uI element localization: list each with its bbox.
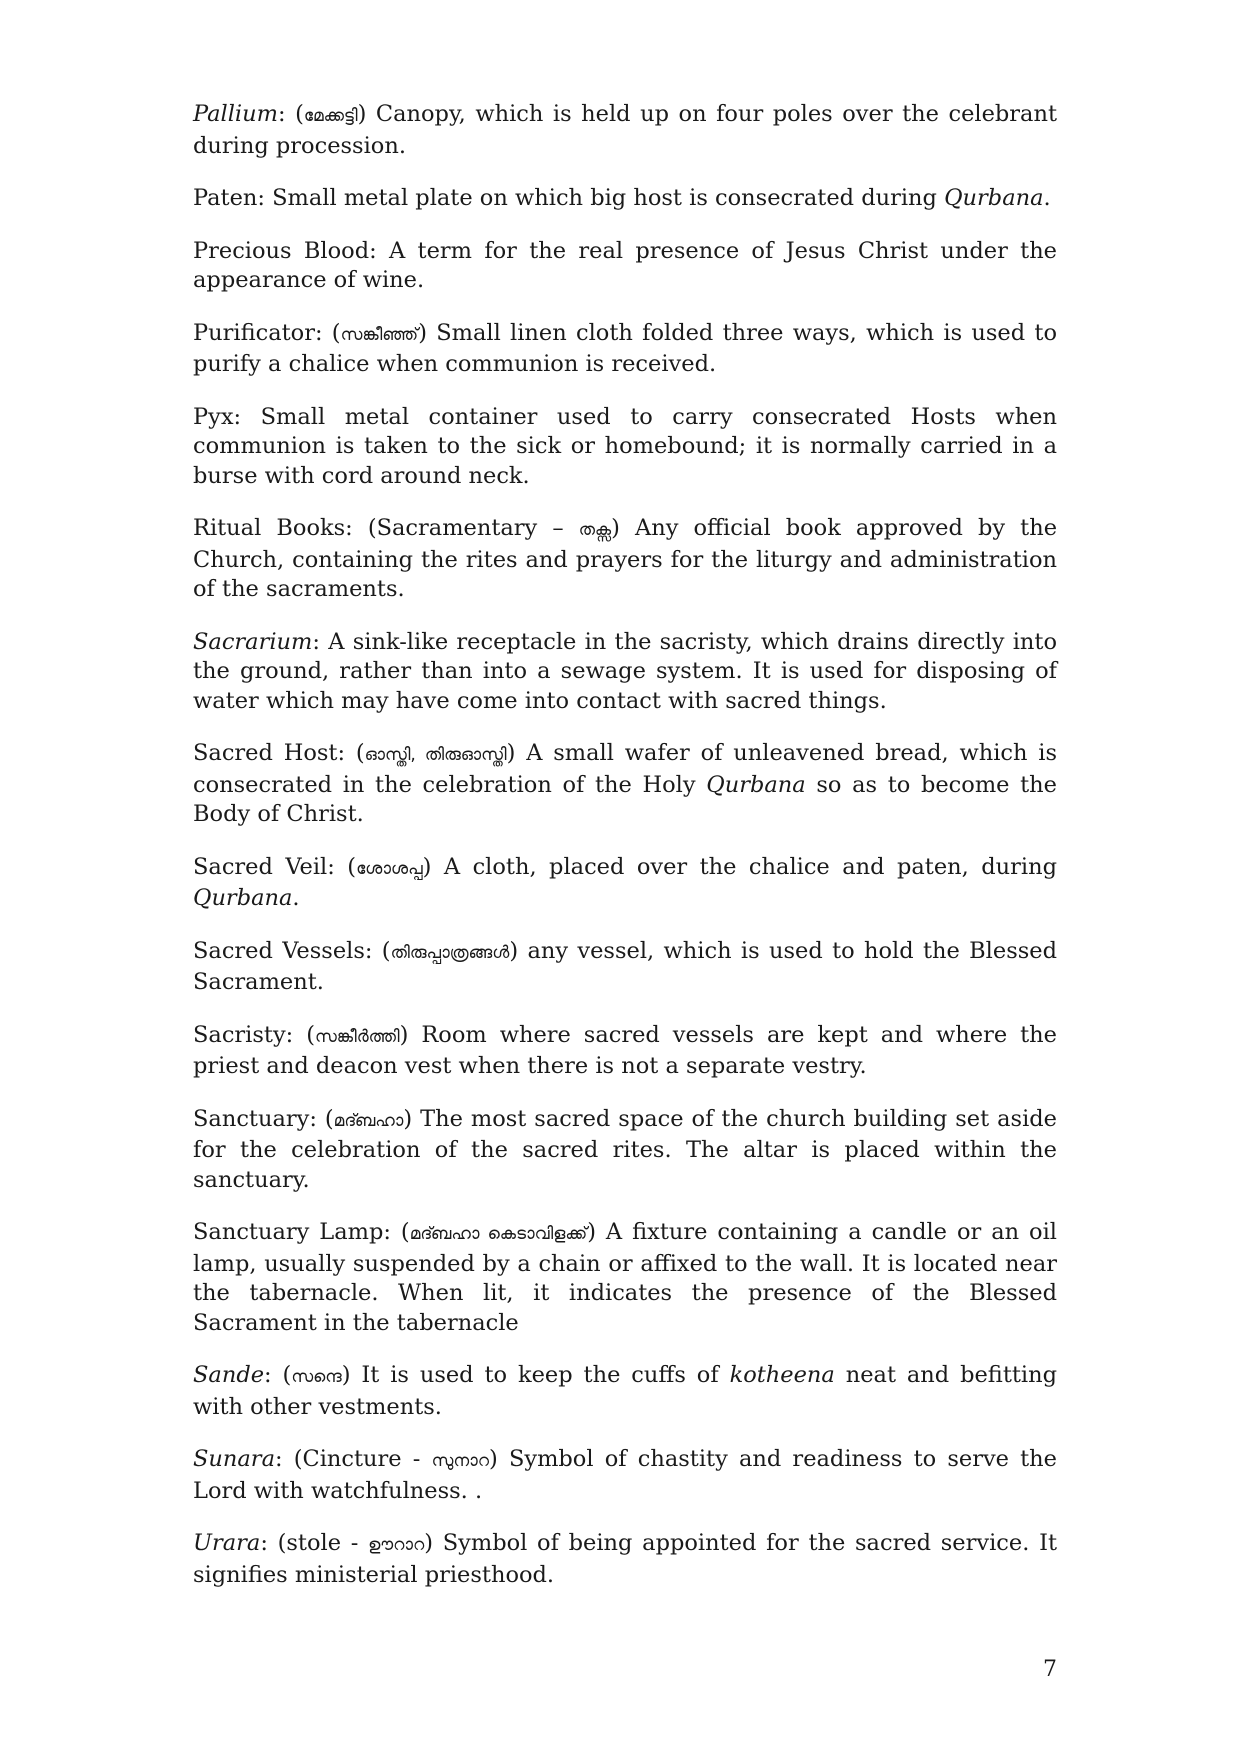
entry-text: Sacred Host: (: [193, 740, 365, 766]
entry-text: ) A fixture containing a candle or an oil lamp, usually suspended by a chain or affixed to the wall. It is located near the tabernacle. When lit, it indicates the presence of the Blessed Sacrament in the tabernacle: [193, 1219, 1057, 1336]
glossary-entry-sanctuary: [193, 1105, 1057, 1196]
entry-term: Urara: [193, 1530, 261, 1556]
malayalam-term: ശോശപ്പ: [356, 858, 423, 879]
entry-text: ) A cloth, placed over the chalice and paten, during: [422, 853, 1057, 880]
glossary-entry-pallium: [193, 100, 1057, 161]
entry-text: Pyx: Small metal container used to carry consecrated Hosts when communion is taken to the sick or homebound; it is normally carried in a burse with cord around neck.: [193, 403, 1057, 489]
entry-text: : (stole -: [260, 1530, 369, 1556]
entry-text: ) any vessel, which is used to hold the Blessed Sacrament.: [193, 937, 1058, 995]
malayalam-term: സുനാറ: [431, 1451, 489, 1471]
entry-text: Sanctuary: (: [193, 1105, 334, 1132]
glossary-entry-pyx: [193, 403, 1057, 492]
entry-text: : (: [277, 101, 304, 127]
entry-term: Pallium: [193, 101, 278, 127]
glossary-entry-sande: [193, 1361, 1057, 1422]
malayalam-term: സങ്കീഞ്ഞ്: [340, 324, 419, 345]
glossary-entry-ritual-books: [193, 514, 1057, 605]
entry-text: : A sink-like receptacle in the sacristy, which drains directly into the ground, rather than into a sewage system. It is used for disposing of water which may have come into contact with sacred things.: [193, 628, 1057, 714]
glossary-entry-paten: [193, 184, 1057, 214]
page-number: 7: [1043, 1657, 1057, 1682]
emphasis-text: Qurbana: [193, 885, 293, 911]
entry-text: ) Small linen cloth folded three ways, which is used to purify a chalice when communion is received.: [193, 319, 1057, 377]
emphasis-text: Qurbana: [706, 771, 806, 798]
malayalam-term: ഊറാറ: [368, 1535, 425, 1555]
glossary-entry-sacred-host: [193, 739, 1057, 830]
glossary-entry-sacred-vessels: [193, 937, 1057, 998]
entry-text: Sacred Vessels: (: [193, 937, 391, 964]
glossary-entry-sanctuary-lamp: [193, 1218, 1057, 1338]
malayalam-term: മേക്കട്ടി: [303, 106, 358, 126]
entry-text: so as to become the Body of Christ.: [193, 771, 1057, 827]
malayalam-term: ഓസ്തി, തിരുഓസ്തി: [364, 745, 507, 765]
entry-term: Sunara: [193, 1446, 275, 1472]
glossary-entry-sacred-veil: [193, 853, 1057, 914]
glossary-entry-sacristy: [193, 1021, 1057, 1082]
entry-text: Sacristy: (: [193, 1021, 316, 1048]
entry-text: .: [292, 885, 300, 911]
malayalam-term: മദ്ബഹാ: [333, 1110, 404, 1131]
entry-text: ) Symbol of being appointed for the sacred service. It signifies ministerial priesthood.: [193, 1530, 1057, 1588]
entry-text: Paten: Small metal plate on which big host is consecrated during: [193, 185, 945, 211]
entry-text: Sanctuary Lamp: (: [193, 1219, 410, 1245]
entry-text: ) Symbol of chastity and readiness to serve the Lord with watchfulness. .: [193, 1446, 1057, 1504]
emphasis-text: Qurbana: [944, 185, 1044, 211]
entry-text: neat and befitting with other vestments.: [193, 1362, 1057, 1420]
glossary-entry-sacrarium: [193, 628, 1057, 717]
entry-term: Sacrarium: [193, 628, 313, 655]
malayalam-term: മദ്ബഹാ കെടാവിളക്ക്: [409, 1224, 588, 1244]
entry-text: : (Cincture -: [274, 1446, 432, 1472]
entry-text: .: [1043, 185, 1051, 211]
glossary-entry-precious-blood: [193, 237, 1057, 296]
malayalam-term: തിരുപ്പാത്രങ്ങൾ: [390, 942, 510, 963]
entry-text: Sacred Veil: (: [193, 853, 357, 880]
entry-text: ) A small wafer of unleavened bread, which is consecrated in the celebration of the Holy: [193, 740, 1058, 798]
entry-text: Precious Blood: A term for the real presence of Jesus Christ under the appearance of wine.: [193, 237, 1057, 293]
entry-text: Ritual Books: (Sacramentary –: [193, 515, 579, 541]
entry-text: ) Any official book approved by the Church, containing the rites and prayers for the liturgy and administration of the sacraments.: [193, 515, 1058, 602]
emphasis-text: kotheena: [729, 1362, 835, 1388]
entry-text: Purificator: (: [193, 319, 341, 346]
entry-term: Sande: [193, 1362, 265, 1388]
glossary-entries: [193, 100, 1057, 1613]
malayalam-term: സങ്കീർത്തി: [315, 1026, 400, 1047]
glossary-entry-purificator: [193, 319, 1057, 380]
entry-text: : (: [264, 1362, 292, 1388]
entry-text: ) It is used to keep the cuffs of: [341, 1362, 730, 1388]
entry-text: ) Room where sacred vessels are kept and where the priest and deacon vest when there is not a separate vestry.: [193, 1021, 1057, 1079]
malayalam-term: തക്സ: [578, 520, 612, 540]
entry-text: ) Canopy, which is held up on four poles over the celebrant during procession.: [193, 101, 1057, 159]
malayalam-term: സന്ദെ: [291, 1367, 342, 1387]
glossary-entry-urara: [193, 1529, 1057, 1590]
entry-text: ) The most sacred space of the church building set aside for the celebration of the sacred rites. The altar is placed within the sanctuary.: [193, 1105, 1057, 1193]
glossary-entry-sunara: [193, 1445, 1057, 1506]
